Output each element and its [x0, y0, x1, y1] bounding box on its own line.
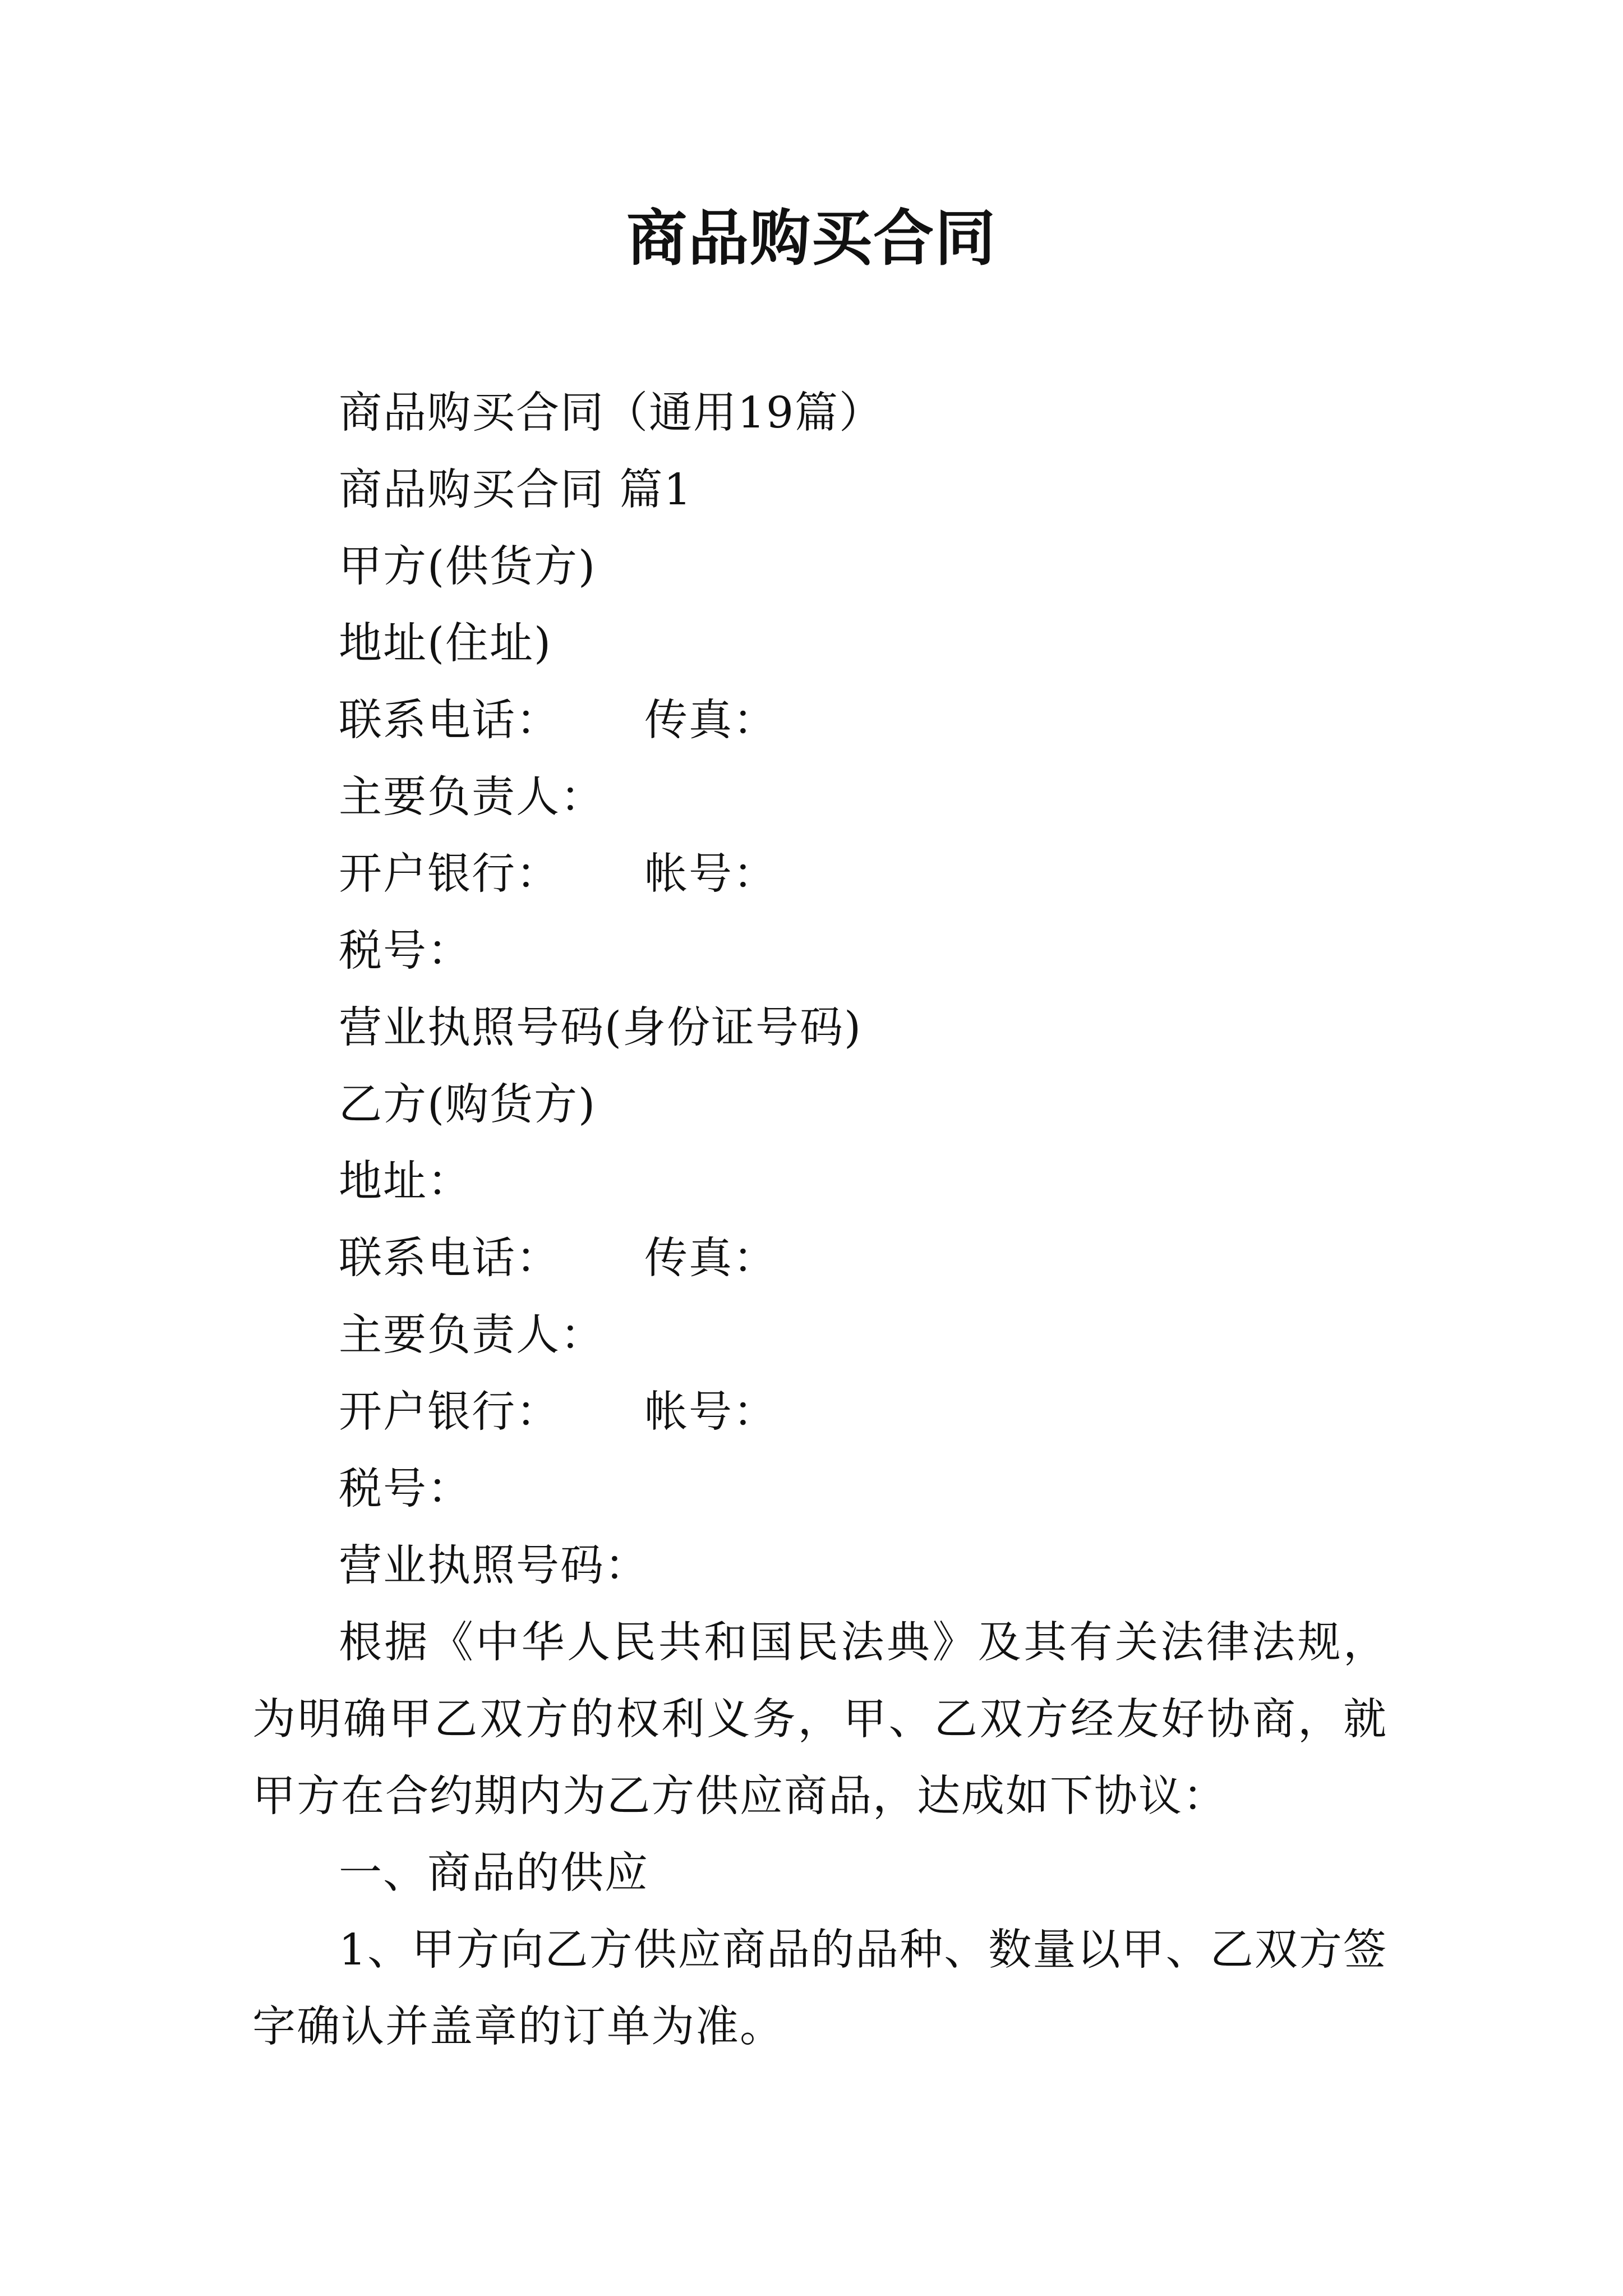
document-title: 商品购买合同 [626, 203, 997, 274]
piece-heading: 商品购买合同 篇1 [339, 465, 693, 515]
party-b-license: 营业执照号码： [339, 1541, 649, 1591]
party-a-account-label: 帐号： [644, 849, 777, 899]
clause-1-1: 1、甲方向乙方供应商品的品种、数量以甲、乙双方签字确认并盖章的订单为准。 [252, 1925, 1387, 2052]
subtitle-line: 商品购买合同（通用19篇） [339, 388, 883, 438]
party-a-tax-no: 税号： [339, 926, 472, 976]
party-b-heading: 乙方(购货方) [339, 1080, 597, 1130]
section-1-heading: 一、商品的供应 [339, 1848, 649, 1898]
party-a-heading: 甲方(供货方) [339, 542, 597, 592]
party-b-bank-account-line [252, 1374, 1387, 1451]
party-b-phone-fax-line [252, 1220, 1387, 1297]
party-a-phone-label: 联系电话： [339, 696, 560, 746]
party-b-principal: 主要负责人： [339, 1310, 605, 1360]
document-body [252, 375, 1387, 2065]
party-b-address: 地址： [339, 1157, 472, 1207]
party-b-bank-label: 开户银行： [339, 1387, 560, 1437]
party-a-fax-label: 传真： [644, 696, 777, 746]
party-a-bank-label: 开户银行： [339, 849, 560, 899]
party-b-account-label: 帐号： [644, 1387, 777, 1437]
party-a-address: 地址(住址) [339, 619, 552, 669]
party-a-principal: 主要负责人： [339, 772, 605, 822]
party-a-bank-account-line [252, 836, 1387, 913]
party-a-phone-fax-line [252, 682, 1387, 759]
party-b-phone-label: 联系电话： [339, 1234, 560, 1283]
party-a-license: 营业执照号码(身份证号码) [339, 1003, 863, 1053]
party-b-fax-label: 传真： [644, 1234, 777, 1283]
preamble-paragraph: 根据《中华人民共和国民法典》及其有关法律法规，为明确甲乙双方的权利义务，甲、乙双方经友好协商，就甲方在合约期内为乙方供应商品，达成如下协议： [252, 1618, 1387, 1821]
party-b-tax-no: 税号： [339, 1464, 472, 1514]
